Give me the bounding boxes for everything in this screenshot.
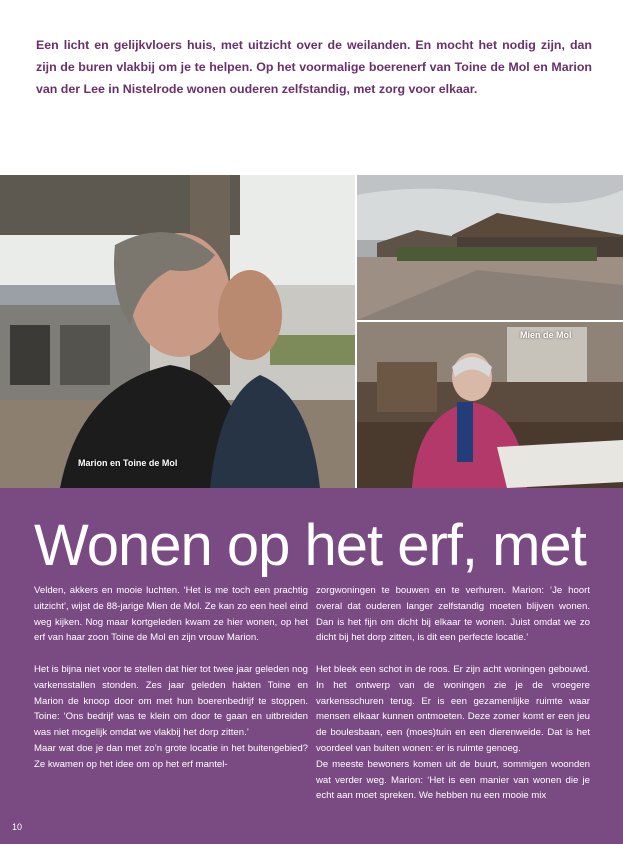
intro-paragraph: Een licht en gelijkvloers huis, met uitzicht over de weilanden. En mocht het nodig zijn, dan zijn de buren vlakbij om je te helpen. Op het voormalige boerenerf van Toine de Mol en Marion van der Lee in Nistelrode wonen ouderen zelfstandig, met zorg voor elkaar. — [36, 38, 592, 96]
column1-paragraph-1: Velden, akkers en mooie luchten. ‘Het is me toch een prachtig uitzicht’, wijst de 88-jarige Mien de Mol. Ze kan zo een heel eind weg kijken. Nog maar kortgeleden kwam ze hier wonen, op het erf van haar zoon Toine de Mol en zijn vrouw Marion. — [34, 585, 308, 644]
column1-paragraph-3: Maar wat doe je dan met zo’n grote locatie in het buitengebied? Ze kwamen op het idee om op het erf mantel- — [34, 742, 308, 770]
article-column-1 — [34, 583, 308, 788]
photo-marion-toine-image — [0, 175, 355, 488]
caption-marion-toine: Marion en Toine de Mol — [78, 458, 178, 468]
photo-collage — [0, 175, 623, 488]
column2-paragraph-2: Het bleek een schot in de roos. Er zijn acht woningen gebouwd. In het ontwerp van de woningen zie je de vroegere varkensschuren terug. Er is een gezamenlijke ruimte waar mensen elkaar kunnen ontmoeten. Deze zomer komt er een jeu de boulesbaan, een (moes)tuin en een dierenweide. Dat is het voordeel van buiten wonen: er is ruimte genoeg. — [316, 663, 590, 754]
photo-houses-image — [357, 175, 623, 320]
caption-mien: Mien de Mol — [520, 330, 572, 340]
photo-marion-toine — [0, 175, 355, 488]
photo-mien-image — [357, 322, 623, 488]
column1-paragraph-2: Het is bijna niet voor te stellen dat hier tot twee jaar geleden nog varkensstallen stonden. Zes jaar geleden hakten Toine en Marion de knoop door om met hun boerenbedrijf te stoppen. Toine: ‘Ons bedrijf was te klein om door te gaan en uitbreiden was niet mogelijk omdat we vlakbij het dorp zitten.’ — [34, 663, 308, 739]
photo-houses — [357, 175, 623, 320]
article-headline: Wonen op het erf, met — [34, 514, 586, 578]
photo-mien — [357, 322, 623, 488]
column2-paragraph-3: De meeste bewoners komen uit de buurt, sommigen woonden wat verder weg. Marion: ‘Het is een manier van wonen die je echt aan moet spreken. We hebben nu een mooie mix — [316, 758, 590, 802]
column2-paragraph-1: zorgwoningen te bouwen en te verhuren. Marion: ‘Je hoort overal dat ouderen langer zelfstandig moeten blijven wonen. Dan is het fijn om dicht bij elkaar te wonen. Juist omdat we zo dicht bij het dorp zitten, is dit een perfecte locatie.’ — [316, 585, 590, 644]
article-column-2 — [316, 583, 590, 820]
page-number: 10 — [12, 822, 23, 832]
